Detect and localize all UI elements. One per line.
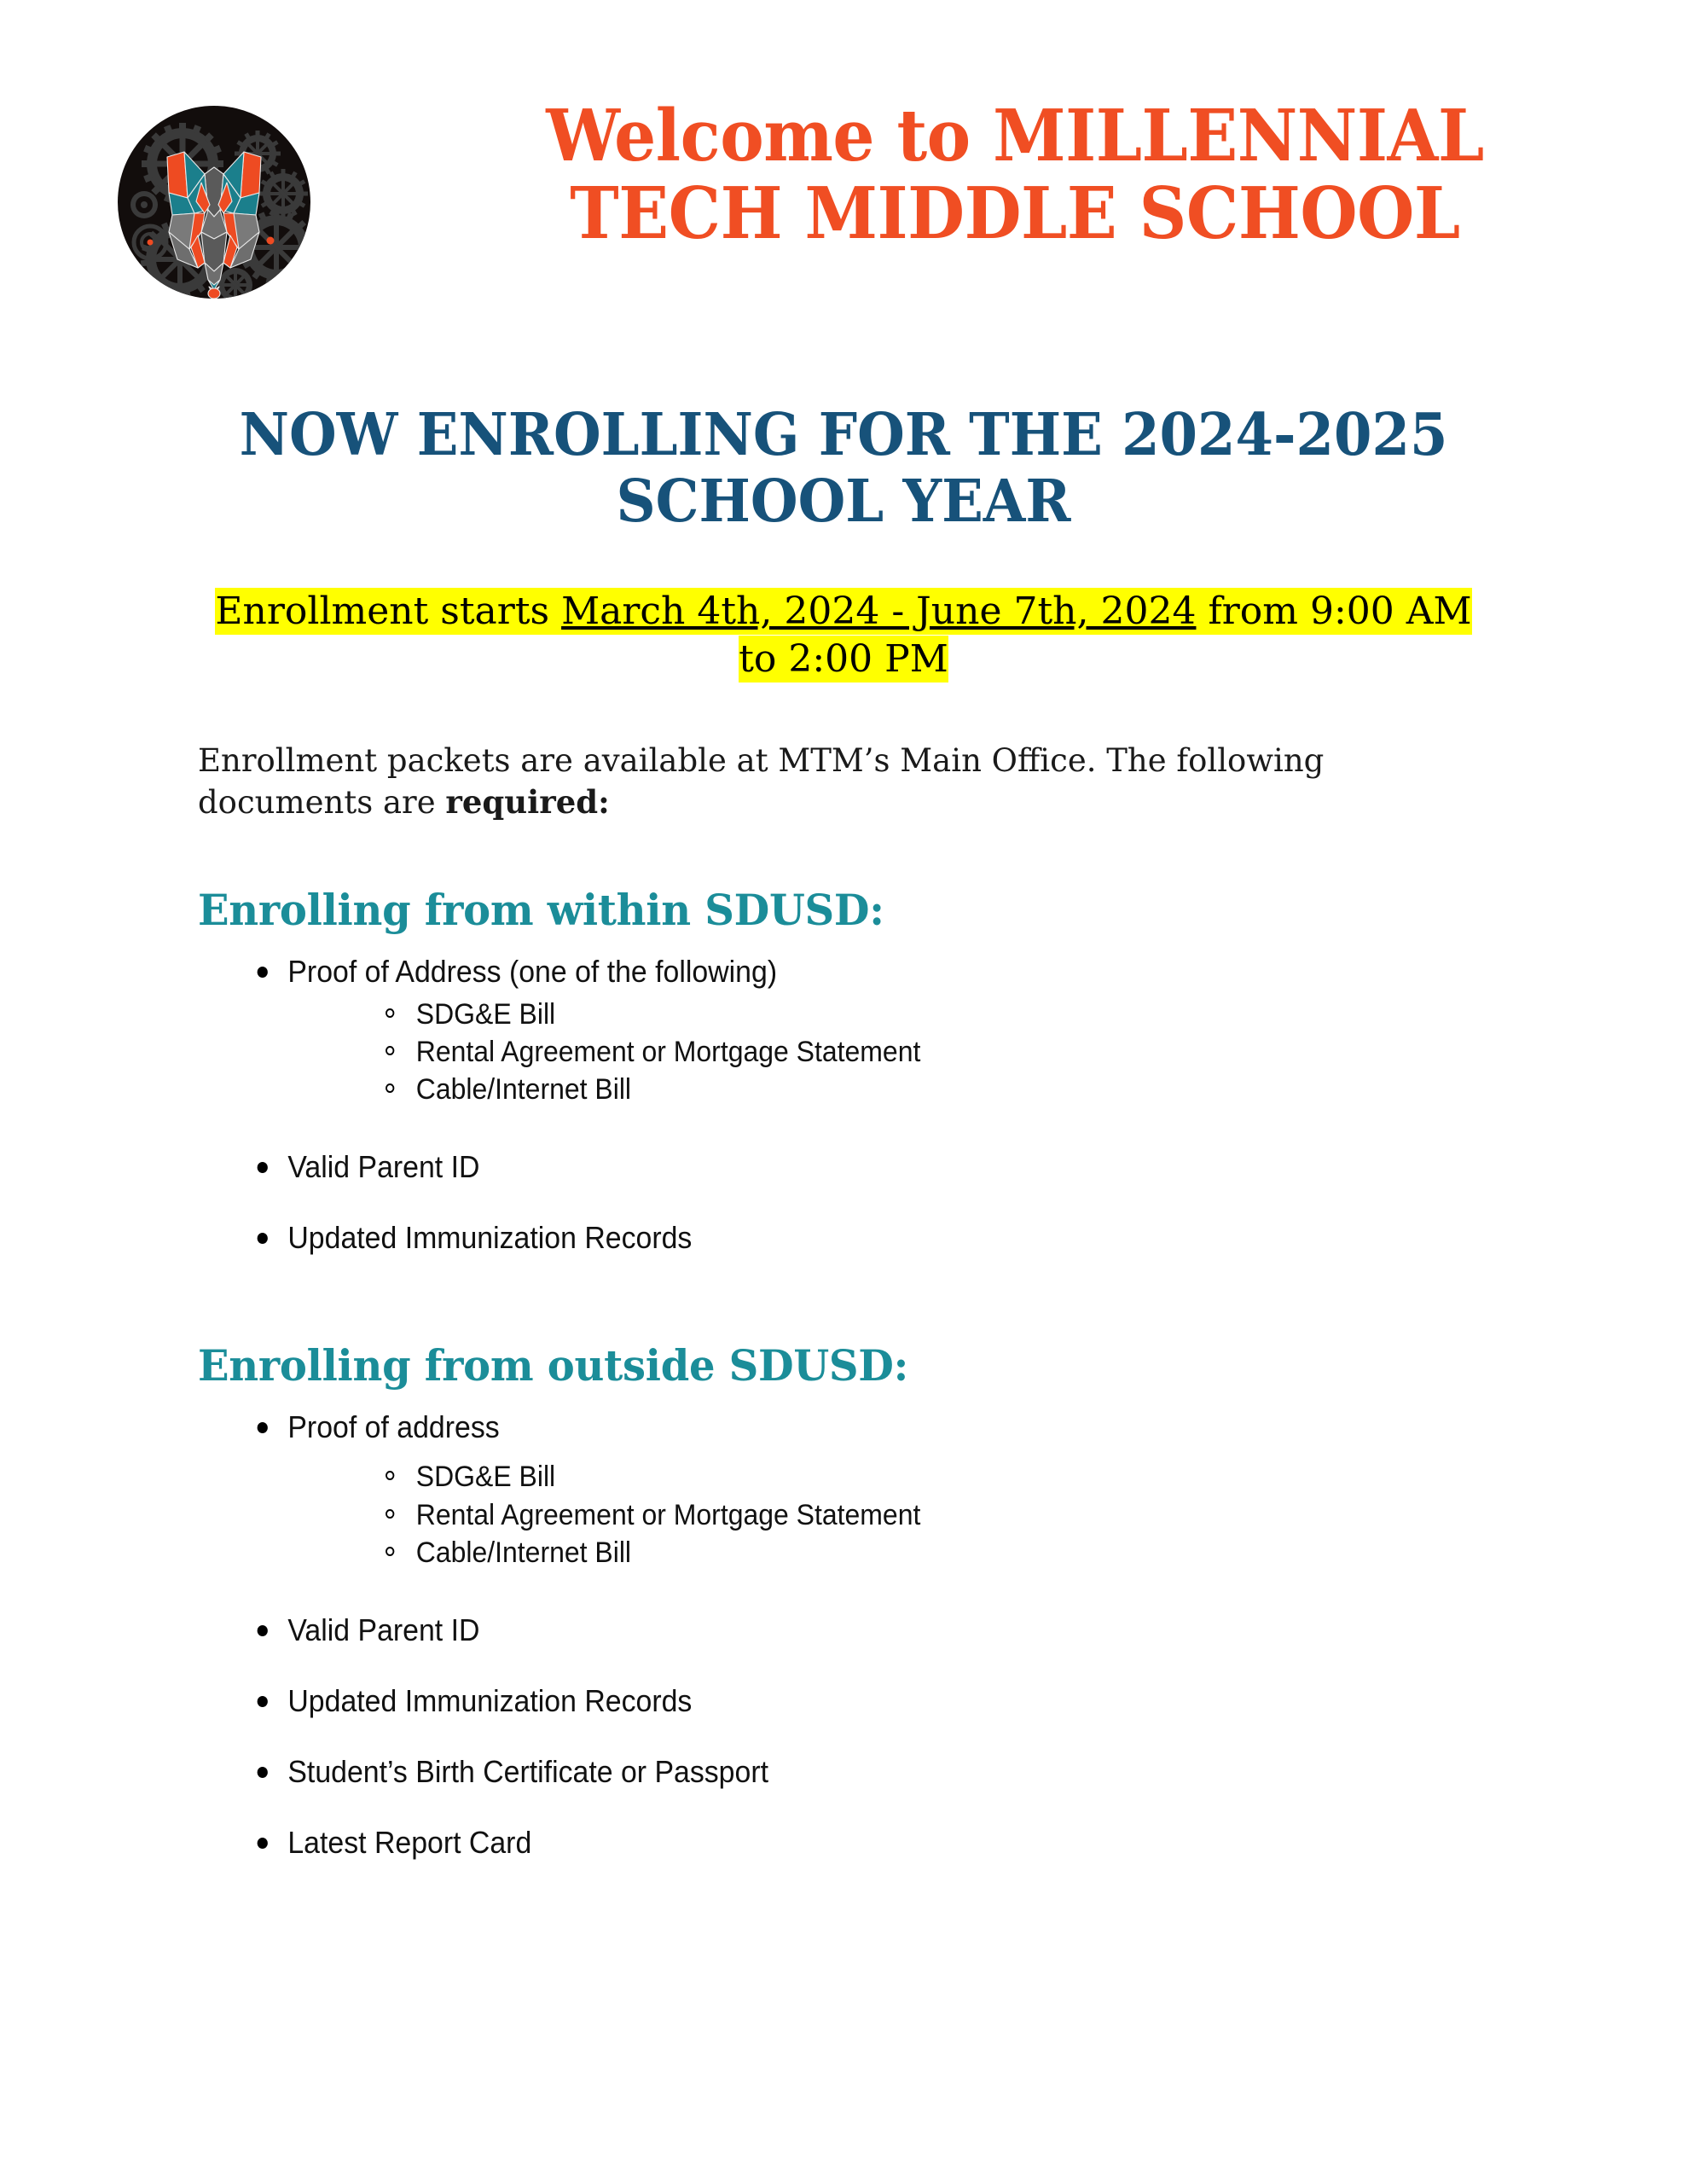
section-heading-outside-sdusd: Enrolling from outside SDUSD: xyxy=(198,1340,909,1391)
title-line-2: TECH MIDDLE SCHOOL xyxy=(570,171,1460,256)
enrollment-dates-highlight xyxy=(215,588,1471,682)
requirements-list-within-sdusd xyxy=(0,952,1687,1258)
sublist-item: Cable/Internet Bill xyxy=(380,1534,1601,1571)
list-item: Valid Parent ID xyxy=(252,1147,1601,1186)
dates-range: March 4th, 2024 - June 7th, 2024 xyxy=(561,590,1197,634)
section-heading-within-sdusd: Enrolling from within SDUSD: xyxy=(198,884,884,935)
dates-suffix: from 9:00 AM to 2:00 PM xyxy=(739,590,1472,682)
list-item: Student’s Birth Certificate or Passport xyxy=(252,1752,1601,1791)
required-bold: required: xyxy=(445,782,610,821)
sublist-proof-of-address xyxy=(287,1458,1601,1571)
enrollment-dates xyxy=(204,588,1483,684)
list-item: Latest Report Card xyxy=(252,1823,1601,1862)
sublist-item: SDG&E Bill xyxy=(380,1458,1601,1496)
school-logo xyxy=(116,104,312,300)
dates-prefix: Enrollment starts xyxy=(215,590,562,634)
sublist-item: Rental Agreement or Mortgage Statement xyxy=(380,1496,1601,1534)
millennial-tech-wolf-gear-logo xyxy=(116,104,312,300)
title-line-1: Welcome to MILLENNIAL xyxy=(546,94,1484,177)
list-item: Updated Immunization Records xyxy=(252,1218,1601,1257)
page-header xyxy=(0,0,1687,300)
requirements-list-outside-sdusd xyxy=(0,1408,1687,1862)
sublist-item: Cable/Internet Bill xyxy=(380,1071,1601,1108)
packets-paragraph-text: Enrollment packets are available at MTM’s Main Office. The following documents are xyxy=(198,741,1325,821)
sublist-item: SDG&E Bill xyxy=(380,996,1601,1033)
now-enrolling-heading xyxy=(218,403,1469,535)
logo-accent-dot-right xyxy=(267,237,275,245)
now-enrolling-line-1: NOW ENROLLING FOR THE 2024-2025 xyxy=(239,401,1448,469)
school-title xyxy=(312,94,1687,256)
list-item-label: Proof of address xyxy=(287,1409,500,1445)
list-item xyxy=(252,1408,1601,1571)
sublist-proof-of-address xyxy=(287,996,1601,1109)
list-item-label: Proof of Address (one of the following) xyxy=(287,953,778,989)
now-enrolling-line-2: SCHOOL YEAR xyxy=(616,467,1071,536)
list-item xyxy=(252,952,1601,1109)
sublist-item: Rental Agreement or Mortgage Statement xyxy=(380,1033,1601,1071)
list-item: Valid Parent ID xyxy=(252,1611,1601,1649)
list-item: Updated Immunization Records xyxy=(252,1682,1601,1720)
packets-paragraph xyxy=(198,741,1477,823)
